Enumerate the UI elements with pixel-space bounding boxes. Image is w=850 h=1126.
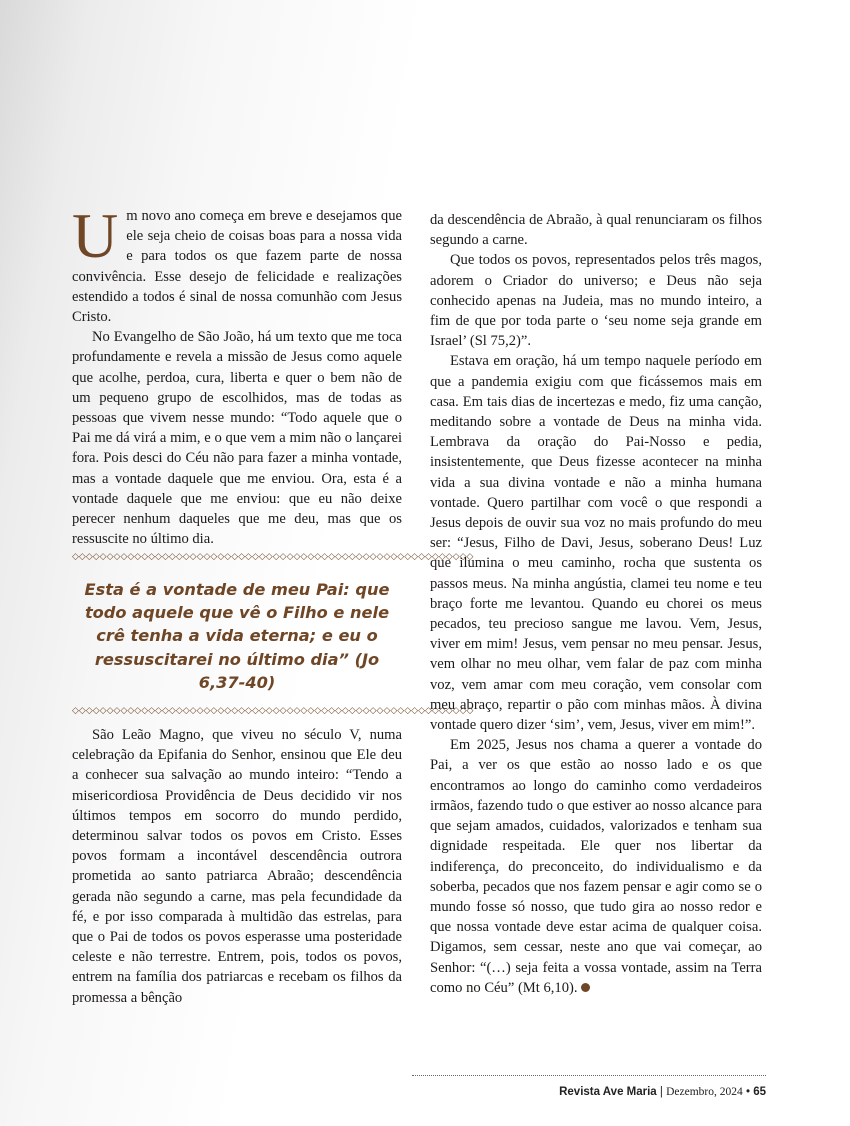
pull-quote: Esta é a vontade de meu Pai: que todo aquele que vê o Filho e nele crê tenha a vida eterna; e eu o ressuscitarei no último dia” (Jo 6,37-40) bbox=[84, 580, 390, 692]
drop-cap: U bbox=[72, 200, 119, 271]
left-column-top bbox=[72, 200, 402, 549]
end-of-article-icon bbox=[581, 983, 590, 992]
paragraph-leo-magno-continued: da descendência de Abraão, à qual renunciaram os filhos segundo a carne. bbox=[430, 212, 762, 249]
paragraph-gospel: No Evangelho de São João, há um texto que me toca profundamente e revela a missão de Jesus como aquele que acolhe, perdoa, cura, liberta e quer o bem não de um pequeno grupo de escolhidos, mas de todas as pessoas que vivem nesse mundo: “Todo aquele que o Pai me dá virá a mim, e o que vem a mim não o lançarei fora. Pois desci do Céu não para fazer a minha vontade, mas a vontade daquele que me enviou. Ora, esta é a vontade daquele que me enviou: que eu não deixe perecer nenhum daqueles que me deu, mas que os ressuscite no último dia. bbox=[72, 329, 402, 548]
page-number: 65 bbox=[753, 1086, 766, 1098]
paragraph-intro bbox=[72, 200, 402, 327]
page-footer bbox=[559, 1086, 766, 1098]
footer-dot: • bbox=[745, 1086, 750, 1098]
paragraph-leo-magno: São Leão Magno, que viveu no século V, numa celebração da Epifania do Senhor, ensinou que Ele deu a conhecer sua salvação ao mundo inteiro: “Tendo a misericordiosa Providência de Deus decidido vir nos últimos tempos em socorro do mundo perdido, determinou salvar todos os povos em Cristo. Esses povos formam a incontável descendência outrora prometida ao santo patriarca Abraão; descendência gerada não segundo a carne, mas pela fecundidade da fé, e por isso comparada à multidão das estrelas, para que o Pai de todos os povos esperasse uma posteridade celeste e não terrestre. Entrem, pois, todos os povos, entrem na família dos patriarcas e recebam os filhos da promessa a bênção bbox=[72, 727, 402, 1006]
ornamental-divider-top: ◇◇◇◇◇◇◇◇◇◇◇◇◇◇◇◇◇◇◇◇◇◇◇◇◇◇◇◇◇◇◇◇◇◇◇◇◇◇◇◇◇◇◇◇◇◇◇◇◇◇◇◇◇◇◇◇◇◇ bbox=[72, 551, 474, 561]
paragraph-2025-text: Em 2025, Jesus nos chama a querer a vontade do Pai, a ver os que estão ao nosso lado e os que encontramos ao longo do caminho como verdadeiros irmãos, fazendo tudo o que estiver ao nosso alcance para que sejam amados, cuidados, valorizados e tenham sua dignidade respeitada. Ele quer nos libertar da indiferença, do preconceito, do individualismo e da soberba, pecados que nos fazem pensar e agir como se o mundo fosse só nosso, que tudo gira ao nosso redor e que nossa vontade deve estar acima de qualquer coisa. Digamos, sem cessar, neste ano que vai começar, ao Senhor: “(…) seja feita a vossa vontade, assim na Terra como no Céu” (Mt 6,10). bbox=[430, 737, 762, 996]
ornamental-divider-bottom: ◇◇◇◇◇◇◇◇◇◇◇◇◇◇◇◇◇◇◇◇◇◇◇◇◇◇◇◇◇◇◇◇◇◇◇◇◇◇◇◇◇◇◇◇◇◇◇◇◇◇◇◇◇◇◇◇◇◇ bbox=[72, 705, 474, 715]
paragraph-intro-text: m novo ano começa em breve e desejamos que ele seja cheio de coisas boas para a nossa vida e para todos os que fazem parte de nossa convivência. Esse desejo de felicidade e realizações estendido a todos é sinal de nossa comunhão com Jesus Cristo. bbox=[72, 208, 402, 326]
right-column bbox=[430, 210, 762, 998]
magazine-name: Revista Ave Maria bbox=[559, 1086, 657, 1098]
issue-date: Dezembro, 2024 bbox=[666, 1086, 743, 1098]
paragraph-2025 bbox=[430, 735, 762, 998]
footer-divider bbox=[412, 1075, 766, 1076]
paragraph-magi: Que todos os povos, representados pelos três magos, adorem o Criador do universo; e Deus não seja conhecido apenas na Judeia, mas no mundo inteiro, a fim de que por toda parte o ‘seu nome seja grande em Israel’ (Sl 75,2)”. bbox=[430, 252, 762, 350]
left-column-bottom bbox=[72, 725, 402, 1008]
paragraph-prayer: Estava em oração, há um tempo naquele período em que a pandemia exigiu com que ficássemos mais em casa. Em tais dias de incertezas e medo, fiz uma canção, meditando sobre a vontade de Deus na minha vida. Lembrava da oração do Pai-Nosso e pedia, insistentemente, que Deus fizesse acontecer na minha vida a sua divina vontade e não a minha humana vontade. Quero partilhar com você o que respondi a Jesus depois de ouvir sua voz no mais profundo do meu ser: “Jesus, Filho de Davi, Jesus, soberano Deus! Luz que ilumina o meu caminho, rocha que sustenta os passos meus. Na minha angústia, clamei teu nome e teu braço forte me levantou. Quando eu chorei os meus pecados, teu precioso sangue me lavou. Vem, Jesus, viver em mim! Jesus, vem pensar no meu pensar. Jesus, vem olhar no meu olhar, vem falar de paz com minha voz, vem amar com meu coração, vem consolar com meu abraço, repartir o pão com minhas mãos. À divina vontade quero dizer ‘sim’, vem, Jesus, viver em mim!”. bbox=[430, 353, 762, 734]
footer-separator: | bbox=[659, 1086, 663, 1098]
